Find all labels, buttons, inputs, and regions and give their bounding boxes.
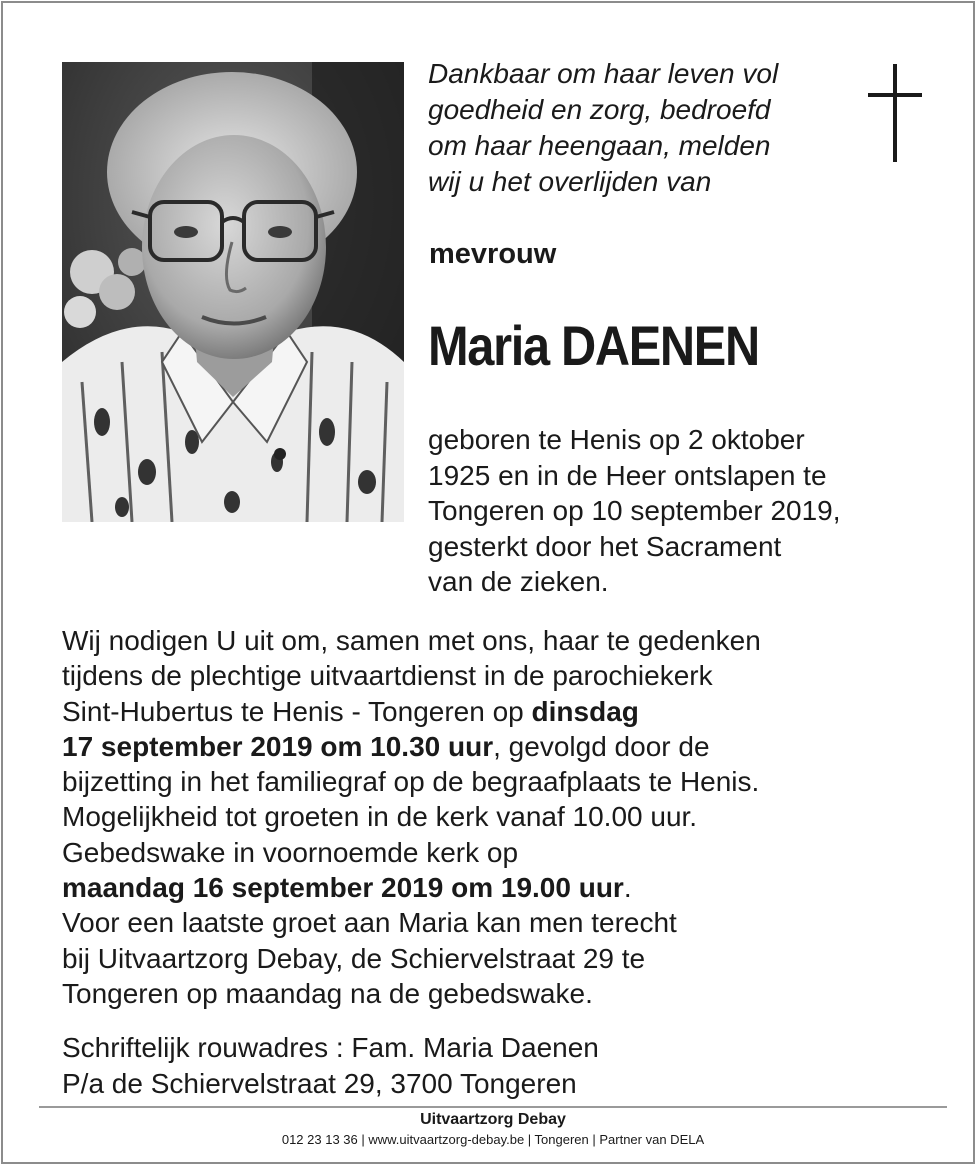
funeral-day: dinsdag bbox=[531, 695, 639, 727]
birth-death-text bbox=[428, 422, 908, 600]
intro-line: wij u het overlijden van bbox=[428, 166, 712, 197]
intro-line: Dankbaar om haar leven vol bbox=[428, 58, 779, 89]
intro-line: goedheid en zorg, bedroefd bbox=[428, 94, 771, 125]
birth-line: Tongeren op 10 september 2019, bbox=[428, 495, 841, 526]
funeral-date-time: 17 september 2019 om 10.30 uur bbox=[62, 730, 494, 762]
intro-line: om haar heengaan, melden bbox=[428, 130, 771, 161]
birth-line: van de zieken. bbox=[428, 566, 609, 597]
invitation-line: Voor een laatste groet aan Maria kan men terecht bbox=[62, 907, 677, 939]
invitation-text-segment: Sint-Hubertus te Henis - Tongeren op bbox=[62, 695, 532, 727]
invitation-line: bijzetting in het familiegraf op de begraafplaats te Henis. bbox=[62, 766, 760, 798]
title-word: mevrouw bbox=[429, 238, 557, 270]
invitation-text bbox=[62, 623, 932, 1011]
latin-cross-icon bbox=[865, 64, 925, 162]
birth-line: geboren te Henis op 2 oktober bbox=[428, 424, 805, 455]
portrait-photo bbox=[62, 62, 404, 522]
invitation-line bbox=[62, 870, 932, 905]
mourning-address bbox=[62, 1030, 599, 1101]
invitation-line: bij Uitvaartzorg Debay, de Schiervelstraat 29 te bbox=[62, 942, 646, 974]
wake-date-time: maandag 16 september 2019 om 19.00 uur bbox=[62, 872, 624, 904]
funeral-home-name: Uitvaartzorg Debay bbox=[420, 1111, 566, 1128]
invitation-line: tijdens de plechtige uitvaartdienst in de parochiekerk bbox=[62, 660, 713, 692]
footer bbox=[3, 1110, 980, 1149]
invitation-text-segment: . bbox=[623, 872, 632, 904]
footer-divider bbox=[39, 1106, 947, 1108]
invitation-line bbox=[62, 694, 932, 729]
intro-text bbox=[428, 56, 848, 200]
birth-line: 1925 en in de Heer ontslapen te bbox=[428, 459, 827, 491]
invitation-text-segment: , gevolgd door de bbox=[493, 730, 710, 762]
portrait-illustration bbox=[62, 62, 404, 522]
address-line: Schriftelijk rouwadres : Fam. Maria Daenen bbox=[62, 1032, 599, 1063]
obituary-card bbox=[1, 1, 975, 1164]
invitation-line: Gebedswake in voornoemde kerk op bbox=[62, 836, 519, 868]
invitation-line: Tongeren op maandag na de gebedswake. bbox=[62, 977, 593, 1009]
invitation-line: Mogelijkheid tot groeten in de kerk vanaf 10.00 uur. bbox=[62, 801, 698, 833]
deceased-name: Maria DAENEN bbox=[428, 314, 759, 377]
funeral-home-contact: 012 23 13 36 | www.uitvaartzorg-debay.be | Tongeren | Partner van DELA bbox=[281, 1132, 705, 1147]
invitation-line bbox=[62, 729, 932, 764]
birth-line: gesterkt door het Sacrament bbox=[428, 530, 782, 562]
address-line: P/a de Schiervelstraat 29, 3700 Tongeren bbox=[62, 1067, 577, 1099]
invitation-line: Wij nodigen U uit om, samen met ons, haar te gedenken bbox=[62, 625, 761, 656]
